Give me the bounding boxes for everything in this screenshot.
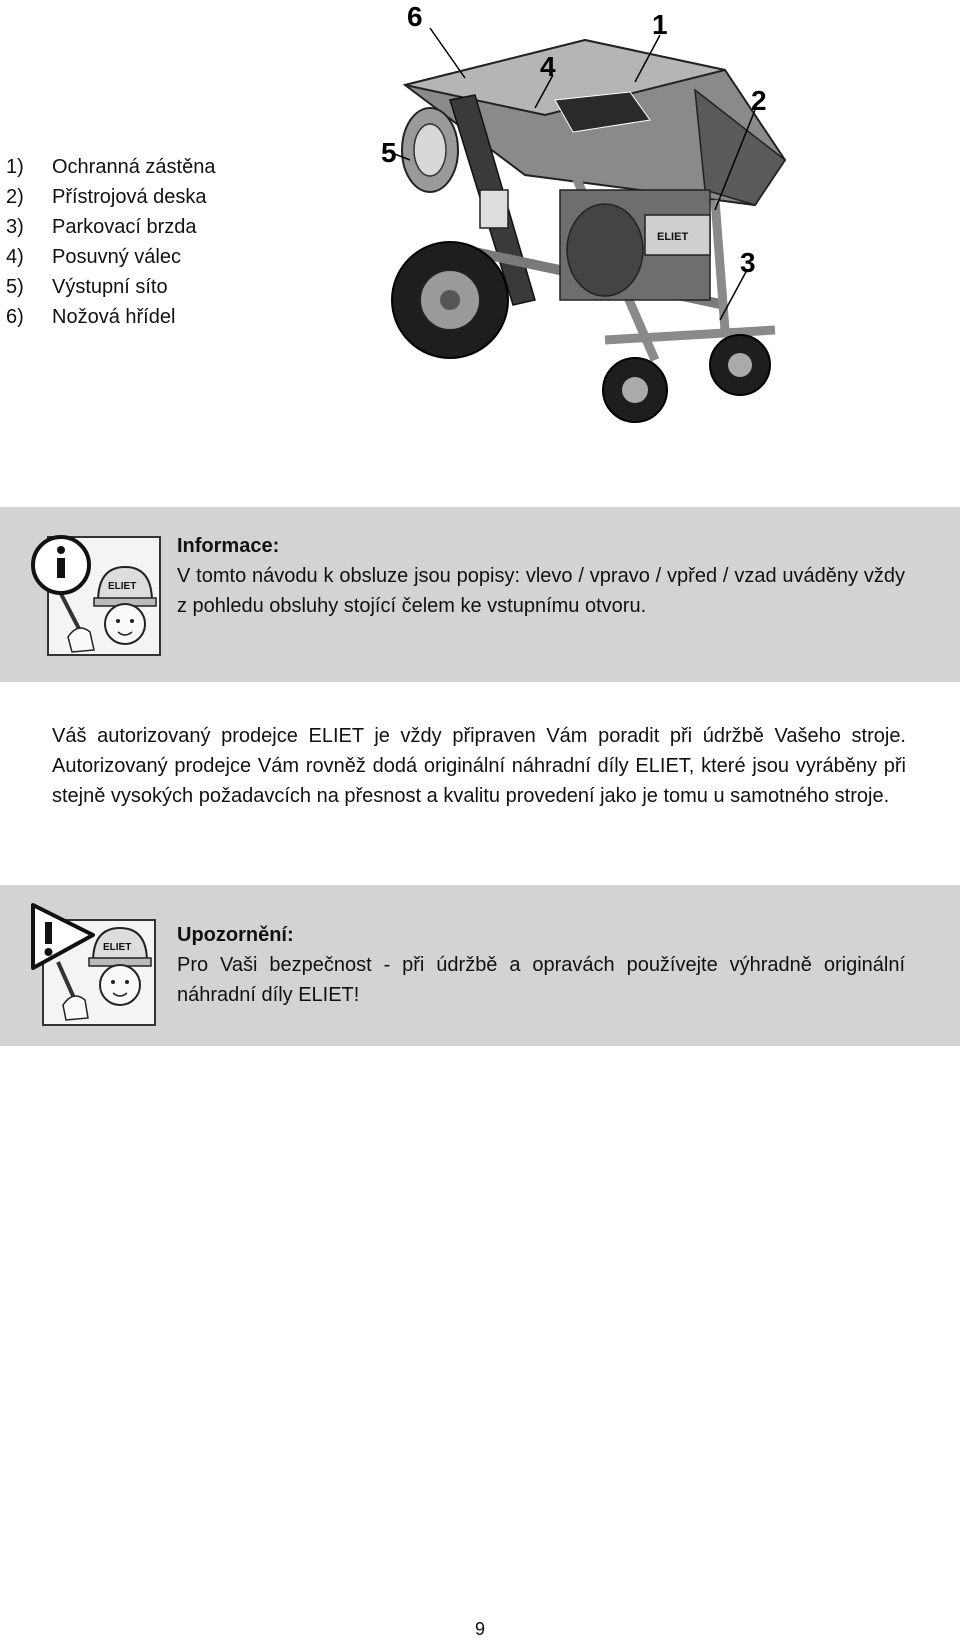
list-item: 1) Ochranná zástěna [6,156,216,178]
part-label: Nožová hřídel [52,306,176,328]
info-mascot-icon [28,532,163,662]
list-item: 2) Přístrojová deska [6,186,207,208]
info-body: V tomto návodu k obsluze jsou popisy: vlevo / vpravo / vpřed / vzad uváděny vždy z pohledu obsluhy stojící čelem ke vstupnímu otvoru. [177,565,905,617]
part-label: Přístrojová deska [52,186,207,208]
warning-body: Pro Vaši bezpečnost - při údržbě a opravách používejte výhradně originální náhradní díly ELIET! [177,954,905,1006]
parts-list [6,152,215,332]
part-label: Ochranná zástěna [52,156,216,178]
list-item: 6) Nožová hřídel [6,306,176,328]
side-panel [480,190,508,228]
callout-number: 3 [740,247,756,278]
list-item: 3) Parkovací brzda [6,216,197,238]
callout-number: 6 [407,1,423,32]
part-label: Posuvný válec [52,246,181,268]
warning-text [177,920,905,1010]
callout-number: 1 [652,9,668,40]
warning-box [0,885,960,1046]
machine-illustration [381,0,825,452]
warning-mascot-icon [28,900,163,1030]
plate-text: ELIET [657,231,689,243]
page-number: 9 [474,1619,485,1639]
info-box [0,507,960,682]
helmet-text: ELIET [108,581,137,592]
warning-heading: Upozornění: [177,924,294,946]
callout-number: 4 [540,51,556,82]
info-text [177,531,905,621]
info-heading: Informace: [177,535,280,557]
part-label: Výstupní síto [52,276,168,298]
callout-number: 5 [381,137,397,168]
helmet-text: ELIET [103,942,132,953]
callout-number: 2 [751,85,767,116]
part-label: Parkovací brzda [52,216,197,238]
list-item: 5) Výstupní síto [6,276,168,298]
dealer-paragraph: Váš autorizovaný prodejce ELIET je vždy připraven Vám poradit při údržbě Vašeho stroje. Autorizovaný prodejce Vám rovněž dodá originální náhradní díly ELIET, které jsou vyráběny při stejně vysokých požadavcích na přesnost a kvalitu provedení jako je tomu u samotného stroje. [52,725,906,807]
list-item: 4) Posuvný válec [6,246,181,268]
